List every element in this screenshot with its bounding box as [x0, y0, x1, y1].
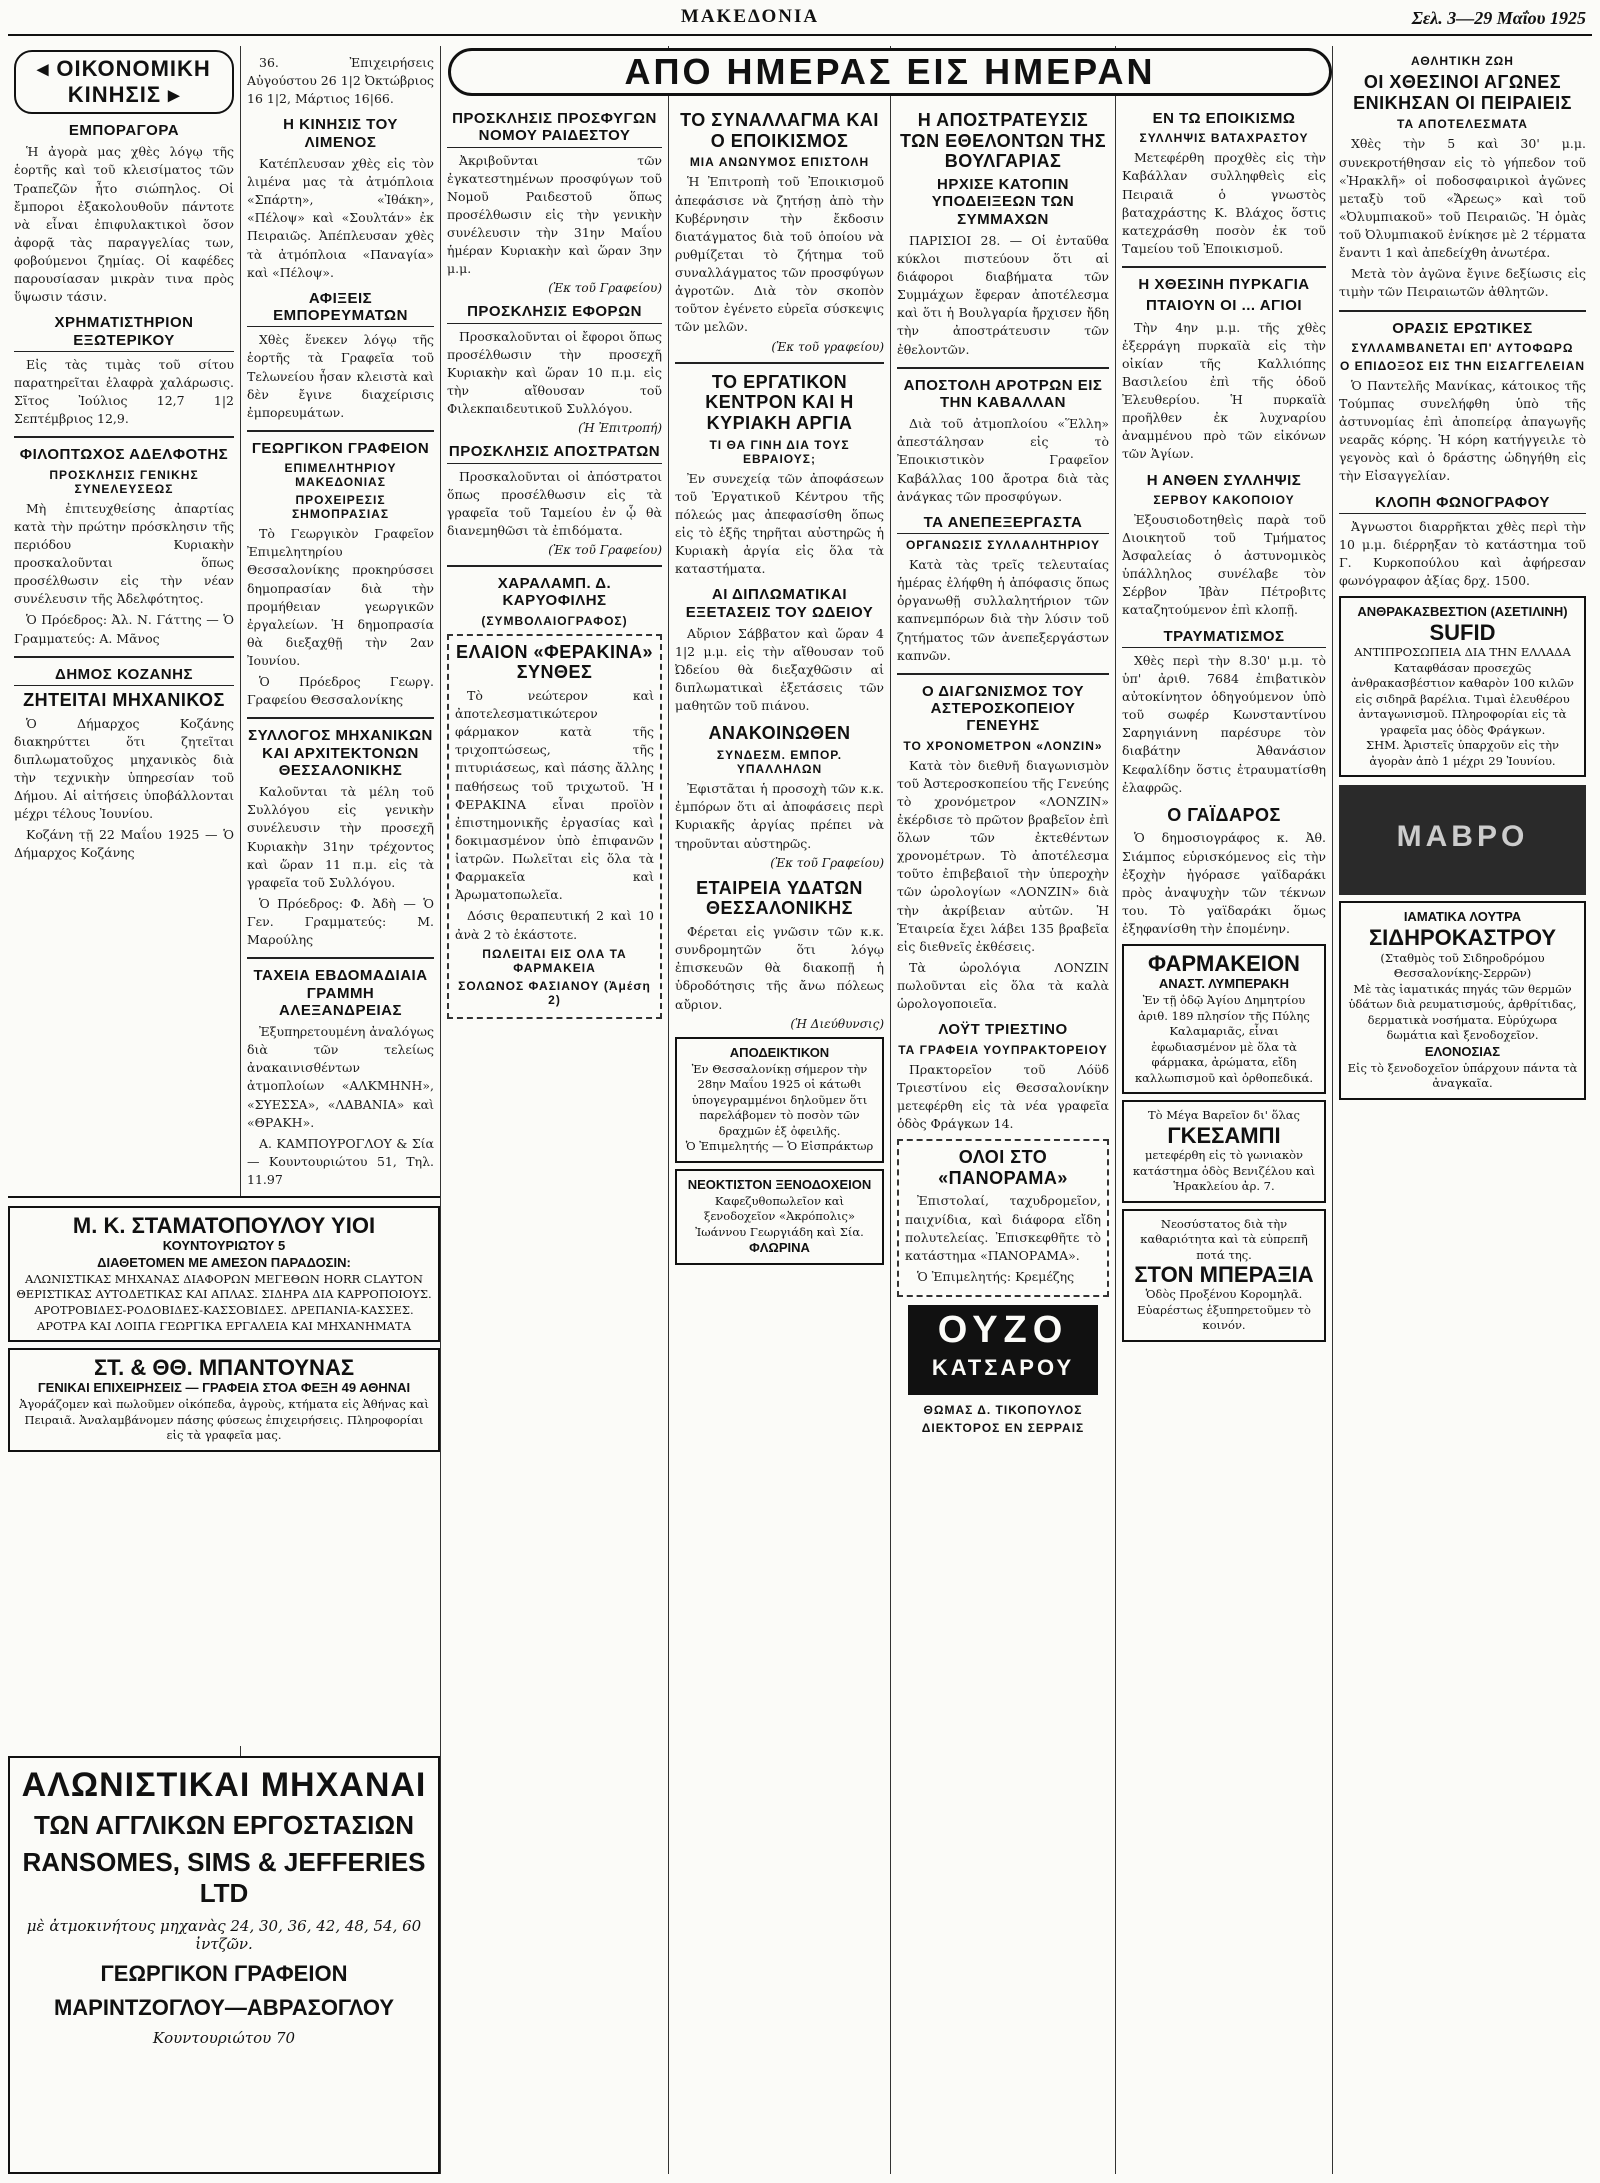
- ouzo-distributor: ΘΩΜΑΣ Δ. ΤΙΚΟΠΟΥΛΟΣ: [923, 1403, 1083, 1418]
- article-subhead-2: Ο ΕΠΙΔΟΞΟΣ ΕΙΣ ΤΗΝ ΕΙΣΑΓΓΕΛΕΙΑΝ: [1339, 358, 1586, 373]
- article-body: Ὁ δημοσιογράφος κ. Ἀθ. Σιάμπος εὑρισκόμενος εἰς τὴν ἐξοχὴν ἠγόρασε γαϊδαράκι πρὸς ἀναψυχὴν τῶν τέκνων του. Τὸ γαϊδαράκι ὅμως ἐξηφανίσθη τὴν ἐπομένην.: [1122, 830, 1326, 937]
- article-subhead: ΣΕΡΒΟΥ ΚΑΚΟΠΟΙΟΥ: [1153, 492, 1295, 507]
- advert-subhead: ΓΕΝΙΚΑΙ ΕΠΙΧΕΙΡΗΣΕΙΣ — ΓΡΑΦΕΙΑ ΣΤΟΑ ΦΕΞΗ 49 ΑΘΗΝΑΙ: [37, 1380, 411, 1396]
- receipt-notice: [675, 1037, 884, 1163]
- pharmacy-advert: [1122, 944, 1326, 1094]
- observatory-article: [897, 683, 1109, 1014]
- port-article: [247, 116, 434, 281]
- notice-body: Μὴ ἐπιτευχθείσης ἀπαρτίας κατὰ τὴν πρώτην πρόσκλησιν τῆς περιόδου Κυριακὴν προσκαλοῦνται ὅπως προσέλθωσιν εἰς τὴν νέαν συνέλευσιν τῆς Ἀδελφότητος. Ὁ Πρόεδρος: Ἀλ. Ν. Γάττης — Ὁ Γραμματεύς: Α. Μᾶνος: [14, 500, 234, 646]
- advert-note: ΣΗΜ. Ἀριστεῖς ὑπαρχοῦν εἰς τὴν ἀγορὰν ἀπὸ 1 μέχρι 29 Ἰουνίου.: [1365, 738, 1559, 768]
- announcement: [675, 723, 884, 869]
- article-body: Αὔριον Σάββατον καὶ ὥραν 4 1|2 μ.μ. εἰς τὴν αἴθουσαν τοῦ Ὠδείου θὰ διεξαχθῶσιν αἱ διπλωματικαὶ ἐξετάσεις τῶν μαθητῶν τοῦ πιάνου.: [675, 625, 884, 714]
- article-headline: ΤΑ ΑΝΕΠΕΞΕΡΓΑΣΤΑ: [897, 514, 1109, 534]
- sports-article: [1339, 54, 1586, 302]
- notice-headline: ΠΡΟΣΚΛΗΣΙΣ ΠΡΟΣΦΥΓΩΝ ΝΟΜΟΥ ΡΑΙΔΕΣΤΟΥ: [447, 110, 662, 148]
- exchange-settlement-article: [675, 110, 884, 354]
- filoptoxos-notice: [14, 446, 234, 647]
- alexandria-line-notice: [247, 967, 434, 1189]
- arrivals-article: [247, 290, 434, 422]
- article-body: Χθὲς ἕνεκεν λόγῳ τῆς ἑορτῆς τὰ Γραφεῖα τοῦ Τελωνείου ἦσαν κλειστὰ καὶ δὲν ἔγινε διαχείρισις ἐμπορευμάτων.: [247, 332, 434, 420]
- notice-signature: Ὁ Ἐπιμελητής — Ὁ Εἰσπράκτωρ: [685, 1139, 874, 1154]
- notice-headline: ΕΤΑΙΡΕΙΑ ΥΔΑΤΩΝ ΘΕΣΣΑΛΟΝΙΚΗΣ: [696, 877, 863, 919]
- article-headline: ΤΟ ΕΡΓΑΤΙΚΟΝ ΚΕΝΤΡΟΝ ΚΑΙ Η ΚΥΡΙΑΚΗ ΑΡΓΙΑ: [705, 371, 854, 433]
- banner-ornament-left: ◂: [37, 56, 57, 81]
- notice-body: Τὸ Γεωργικὸν Γραφεῖον Ἐπιμελητηρίου Θεσσαλονίκης προκηρύσσει δημοπρασίαν διὰ τὴν προμήθειαν γεωργικῶν ἐργαλείων. Ἡ δημοπρασία θὰ διεξαχθῇ τὴν 2αν Ἰουνίου. Ὁ Πρόεδρος Γεωργ. Γραφείου Θεσσαλονίκης: [247, 526, 434, 708]
- advert-body: Καφεζυθοπωλεῖον καὶ ξενοδοχεῖον «Ἀκρόπολις» Ἰωάννου Γεωργιάδη καὶ Σία.: [695, 1193, 864, 1239]
- ouzo-brand: ΚΑΤΣΑΡΟΥ: [931, 1355, 1075, 1381]
- article-headline: Η ΑΠΟΣΤΡΑΤΕΥΣΙΣ ΤΩΝ ΕΘΕΛΟΝΤΩΝ ΤΗΣ ΒΟΥΛΓΑΡΙΑΣ: [899, 110, 1107, 172]
- advert-body: ΑΛΩΝΙΣΤΙΚΑΣ ΜΗΧΑΝΑΣ ΔΙΑΦΟΡΩΝ ΜΕΓΕΘΩΝ ΗΟRR CLAYTON ΘΕΡΙΣΤΙΚΑΣ ΑΥΤΟΔΕΤΙΚΑΣ ΚΑΙ ΑΠΛΑΣ. ΣΙΔΗΡΑ ΔΙΑ ΚΑΡΡΟΠΟΙΟΥΣ. ΑΡΟΤΡΟΒΙΔΕΣ-ΡΟΔΟΒΙΔΕΣ-ΚΑΣΣΟΒΙΔΕΣ. ΔΡΕΠΑΝΙΑ-ΚΑΣΣΕΣ. ΑΡΟΤΡΑ ΚΑΙ ΛΟΙΠΑ ΓΕΩΡΓΙΚΑ ΕΡΓΑΛΕΙΑ ΚΑΙ ΜΗΧΑΝΗΜΑΤΑ: [16, 1271, 432, 1333]
- article-body: Ἐφιστᾶται ἡ προσοχὴ τῶν κ.κ. ἐμπόρων ὅτι αἱ ἀποφάσεις περὶ Κυριακῆς ἀργίας πρέπει νὰ τηροῦνται αὐστηρῶς.: [675, 781, 884, 851]
- column-5: [890, 46, 1115, 2174]
- notice-source: (Ἐκ τοῦ Γραφείου): [548, 281, 662, 296]
- notice-headline: ΣΥΛΛΟΓΟΣ ΜΗΧΑΝΙΚΩΝ ΚΑΙ ΑΡΧΙΤΕΚΤΟΝΩΝ ΘΕΣΣΑΛΟΝΙΚΗΣ: [248, 727, 433, 779]
- advert-subhead: (Σταθμὸς τοῦ Σιδηροδρόμου Θεσσαλονίκης-Σερρῶν): [1380, 950, 1545, 981]
- advert-body: Τὸ νεώτερον καὶ ἀποτελεσματικώτερον φάρμακον κατὰ τῆς τριχοπτώσεως, τῆς πιτυριάσεως, καὶ πάσης ἄλλης παθήσεως τοῦ τριχωτοῦ. Ἡ ΦΕΡΑΚΙΝΑ εἶναι προϊὸν ἐπιστημονικῆς ἐργασίας καὶ δοκιμασμένον ὑπὸ ἐπιφανῶν ἰατρῶν. Πωλεῖται εἰς ὅλα τὰ Φαρμακεῖα καὶ Ἀρωματοπωλεῖα. Δόσις θεραπευτική 2 καὶ 10 ἀνὰ 2 τὸ ἑκάστοτε.: [455, 687, 654, 942]
- lower-left-ads: [8, 1196, 440, 1746]
- advert-body: μετεφέρθη εἰς τὸ γωνιακὸν κατάστημα ὁδὸς Βενιζέλου καὶ Ἡρακλείου ἀρ. 7.: [1132, 1148, 1316, 1194]
- threshing-machines-advert: [8, 1756, 440, 2174]
- column-6: [1115, 46, 1332, 2174]
- article-body: Ὁ Παντελῆς Μανίκας, κάτοικος τῆς Τούμπας συνελήφθη ὑπὸ τῆς ἀστυνομίας ἐπὶ ἀποπείρᾳ ἀπαγωγῆς νεαρᾶς κόρης. Ἡ κόρη κατήγγειλε τὸ γεγονὸς καὶ ὁ δράστης ὡδηγήθη εἰς τὴν Εἰσαγγελίαν.: [1339, 377, 1586, 484]
- advert-headline: ΝΕΟΚΤΙΣΤΟΝ ΞΕΝΟΔΟΧΕΙΟΝ: [687, 1176, 872, 1192]
- advert-body: μὲ ἀτμοκινήτους μηχανὰς 24, 30, 36, 42, 48, 54, 60 ἰντζῶν.: [26, 1916, 422, 1953]
- notice-subhead: ΠΡΟΣΚΛΗΣΙΣ ΓΕΝΙΚΗΣ ΣΥΝΕΛΕΥΣΕΩΣ: [49, 467, 199, 496]
- article-body: Ἀγνωστοι διαρρῆκται χθὲς περὶ τὴν 10 μ.μ. διέρρηξαν τὸ κατάστημα τοῦ Γ. Κυρκοπούλου καὶ ἀφήρεσαν φωνόγραφον ἀξίας δρχ. 1500.: [1339, 518, 1586, 589]
- lloyd-notice: [897, 1021, 1109, 1133]
- newspaper-page: [8, 46, 1592, 2176]
- notice-body: Πρακτορεῖον τοῦ Λόϋδ Τριεστίνου εἰς Θεσσαλονίκην μετεφέρθη εἰς τὰ νέα γραφεῖα ὁδὸς Φράγκων 14.: [897, 1061, 1109, 1131]
- advert-firm: ΜΑΡΙΝΤΖΟΓΛΟΥ—ΑΒΡΑΣΟΓΛΟΥ: [53, 1994, 395, 2020]
- article-headline: ΑΝΑΚΟΙΝΩΘΕΝ: [708, 723, 851, 744]
- advert-body: Ἐν τῇ ὁδῷ Ἀγίου Δημητρίου ἀριθ. 189 πλησίον τῆς Πύλης Καλαμαριᾶς, εἶναι ἐφωδιασμένον μὲ ὅλα τὰ φάρμακα, ἀρώματα, εἴδη καλλωπισμοῦ καὶ ὀρθοπεδικά.: [1134, 993, 1314, 1085]
- article-body: Ἡ Ἐπιτροπὴ τοῦ Ἐποικισμοῦ ἀπεφάσισε νὰ ζητήσῃ ἀπὸ τὴν Κυβέρνησιν τὴν ἔκδοσιν διατάγματος διὰ τοῦ ὁποίου νὰ ρυθμίζεται τὸ ζήτημα τοῦ συναλλάγματος τῶν προσφύγων ἀγροτῶν. Διὰ τὸν σκοπὸν τοῦτον ἐγένετο εὐρεῖα σύσκεψις τῶν μελῶν.: [675, 174, 884, 335]
- article-source: (Ἐκ τοῦ γραφείου): [771, 339, 884, 354]
- notice-source: (Ἐκ τοῦ Γραφείου): [548, 543, 662, 557]
- article-subhead: ΠΤΑΙΟΥΝ ΟΙ ... ΑΓΙΟΙ: [1145, 297, 1303, 315]
- economy-banner: ◂ ΟΙΚΟΝΟΜΙΚΗ ΚΙΝΗΣΙΣ ▸: [14, 50, 234, 114]
- article-headline: ΤΡΑΥΜΑΤΙΣΜΟΣ: [1122, 628, 1326, 648]
- ephors-notice: [447, 303, 662, 435]
- advert-line: Τὸ Μέγα Βαρεῖον δι' ὅλας: [1148, 1108, 1300, 1123]
- gkesampi-advert: [1122, 1100, 1326, 1202]
- advert-headline: ΕΛΑΙΟΝ «ΦΕΡΑΚΙΝΑ» ΣΥΝΘΕΣ: [456, 641, 653, 683]
- hotel-advert: [675, 1169, 884, 1265]
- banner-ornament-right: ▸: [161, 82, 181, 107]
- notice-body: Ἀκριβοῦνται τῶν ἐγκατεστημένων προσφύγων τοῦ Νομοῦ Ραιδεστοῦ ὅπως προσέλθωσιν εἰς τὴν γενικὴν συνέλευσιν τὴν 31ην Μαΐου ἡμέραν Κυριακὴν καὶ ὥραν 3ην μ.μ.: [447, 152, 662, 277]
- article-body: Ἐν συνεχείᾳ τῶν ἀποφάσεων τοῦ Ἐργατικοῦ Κέντρου τῆς πόλεώς μας ἀπεφασίσθη ὅπως εἰς τὸ ἑξῆς τηρῆται αὐστηρῶς ἡ Κυριακὴ ἀργία εἰς ὅλα τὰ καταστήματα.: [675, 470, 884, 577]
- notice-body: Προσκαλοῦνται οἱ ἔφοροι ὅπως προσέλθωσιν τὴν προσεχῆ Κυριακὴν καὶ ὥραν 10 π.μ. εἰς τὴν αἴθουσαν τοῦ Φιλεκπαιδευτικοῦ Συλλόγου.: [447, 328, 662, 417]
- article-subhead: ΤΟ ΧΡΟΝΟΜΕΤΡΟΝ «ΛΟΝΖΙΝ»: [903, 738, 1103, 753]
- conservatory-article: [675, 586, 884, 715]
- notice-source: (Ἡ Ἐπιτροπή): [578, 421, 662, 436]
- advert-place: ΦΛΩΡΙΝΑ: [749, 1240, 810, 1256]
- issue-date: Σελ. 3—29 Μαΐου 1925: [1411, 8, 1586, 28]
- notice-headline: ΦΙΛΟΠΤΩΧΟΣ ΑΔΕΛΦΟΤΗΣ: [19, 446, 229, 464]
- settlement-article: [1122, 110, 1326, 258]
- advert-subhead: ΤΩΝ ΑΓΓΛΙΚΩΝ ΕΡΓΟΣΤΑΣΙΩΝ: [34, 1809, 414, 1840]
- ouzo-distributor-place: ΔΙΕΚΤΟΡΟΣ ΕΝ ΣΕΡΡΑΙΣ: [921, 1421, 1085, 1436]
- article-headline: ΧΡΗΜΑΤΙΣΤΗΡΙΟΝ ΕΞΩΤΕΡΙΚΟΥ: [14, 314, 234, 352]
- article-body: Κατὰ τὰς τρεῖς τελευταίας ἡμέρας ἐλήφθη ἡ ἀπόφασις ὅπως ὀργανωθῇ συλλαλητήριον τῶν καπνεμπόρων διὰ τὴν λύσιν τοῦ ζητήματος τῶν ἀνεπεξεργάστων καπνῶν.: [897, 557, 1109, 663]
- date-line: 36. Ἐπιχειρήσεις Αὐγούστου 26 1|2 Ὀκτώβριος 16 1|2, Μάρτιος 16|66.: [247, 55, 434, 107]
- paper-name: ΜΑΚΕΔΟΝΙΑ: [680, 6, 820, 27]
- advert-footer: Εἰς τὸ ξενοδοχεῖον ὑπάρχουν πάντα τὰ ἀναγκαῖα.: [1347, 1060, 1578, 1091]
- article-body: Διὰ τοῦ ἀτμοπλοίου «Ἕλλη» ἀπεστάλησαν εἰς τὸ Ἐποικιστικὸν Γραφεῖον Καβάλλας 100 ἄροτρα διὰ τὰς ἀνάγκας τῶν προσφύγων.: [897, 416, 1109, 504]
- notice-subhead: ΤΑ ΓΡΑΦΕΙΑ ΥΟΥΠΡΑΚΤΟΡΕΙΟΥ: [898, 1042, 1108, 1057]
- advert-line: Νεοσύστατος διὰ τὴν καθαριότητα καὶ τὰ εὐπρεπῆ ποτά της.: [1140, 1216, 1308, 1262]
- advert-headline: ΓΚΕΣΑΜΠΙ: [1167, 1122, 1281, 1148]
- ferakina-advert: [447, 634, 662, 1019]
- engineers-notice: [247, 727, 434, 949]
- notice-body: Καλοῦνται τὰ μέλη τοῦ Συλλόγου εἰς γενικὴν συνέλευσιν τὴν προσεχῆ Κυριακὴν 31ην τρέχοντος καὶ ὥραν 11 π.μ. εἰς τὰ γραφεῖα τοῦ Συλλόγου. Ὁ Πρόεδρος: Φ. Ἀδὴ — Ὁ Γεν. Γραμματεύς: Μ. Μαρούλης: [247, 784, 434, 948]
- advert-headline: ΑΛΩΝΙΣΤΙΚΑΙ ΜΗΧΑΝΑΙ: [21, 1766, 427, 1804]
- notice-body: Ὁ Δήμαρχος Κοζάνης διακηρύττει ὅτι ζητεῖται διπλωματοῦχος μηχανικὸς διὰ τὴν τεχνικὴν ὑπηρεσίαν τοῦ Δήμου. Αἱ αἰτήσεις ὑποβάλλονται μέχρι τέλους Ἰουνίου. Κοζάνη τῇ 22 Μαΐου 1925 — Ὁ Δήμαρχος Κοζάνης: [14, 715, 234, 861]
- notice-subhead: ΕΠΙΜΕΛΗΤΗΡΙΟΥ ΜΑΚΕΔΟΝΙΑΣ: [284, 461, 397, 490]
- article-body: Τὴν 4ην μ.μ. τῆς χθὲς ἐξερράγη πυρκαϊὰ εἰς τὴν οἰκίαν τῆς Καλλιόπης Βασιλείου ἐπὶ τῆς ὁδοῦ Ἐλευθερίου. Ἡ πυρκαϊὰ προῆλθεν ἐκ λυχναρίου ἀναμμένου πρὸ τῶν εἰκόνων τῶν Ἁγίων.: [1122, 319, 1326, 462]
- advert-title: ΣΙΔΗΡΟΚΑΣΤΡΟΥ: [1368, 925, 1557, 951]
- ploughs-article: [897, 377, 1109, 506]
- notice-headline: ΠΡΟΣΚΛΗΣΙΣ ΕΦΟΡΩΝ: [447, 303, 662, 323]
- labour-centre-article: [675, 372, 884, 579]
- notice-headline: ΓΕΩΡΓΙΚΟΝ ΓΡΑΦΕΙΟΝ: [251, 439, 430, 457]
- top-rule: [8, 34, 1592, 36]
- notice-subhead: ΖΗΤΕΙΤΑΙ ΜΗΧΑΝΙΚΟΣ: [23, 689, 225, 710]
- advert-brand: SUFID: [1429, 620, 1496, 646]
- advert-headline: ΦΑΡΜΑΚΕΙΟΝ: [1148, 951, 1300, 977]
- refugees-notice: [447, 110, 662, 295]
- notice-subhead-2: ΠΡΟΧΕΙΡΕΣΙΣ ΣΗΜΟΠΡΑΣΙΑΣ: [291, 493, 390, 522]
- article-body: ΠΑΡΙΣΙΟΙ 28. — Οἱ ἐνταῦθα κύκλοι πιστεύουν ὅτι αἱ διάφοροι διαβήματα τῶν Συμμάχων ἔφεραν ἀποτέλεσμα καὶ ὅτι ἡ Βουλγαρία ἤρχισεν ἤδη τὴν ἀποστράτευσιν τῶν ἐθελοντῶν.: [897, 232, 1109, 357]
- tobacco-article: [897, 514, 1109, 665]
- article-headline: ΕΜΠΟΡΑΓΟΡΑ: [68, 122, 180, 139]
- advert-body: Καταφθάσαν προσεχῶς ἀνθρακασβέστιον καθαρὸν 100 κιλῶν εἰς σιδηρᾶ βαρέλια. Τιμαὶ ἐλευθέρου ἀνταγωνισμοῦ. Πληροφορίαι εἰς τὰ γραφεῖα μας ὁδὸς Φράγκων.: [1351, 660, 1574, 737]
- arrest-article: [1122, 472, 1326, 620]
- advert-address: Κουντουριώτου 70: [152, 2028, 296, 2047]
- notice-body: Προσκαλοῦνται οἱ ἀπόστρατοι ὅπως προσέλθωσιν εἰς τὰ γραφεῖα τοῦ Ταμείου ἐν ᾧ θὰ διανεμηθῶσι τὰ ἐπιδόματα.: [447, 468, 662, 538]
- notice-body: Ἐν Θεσσαλονίκῃ σήμερον τὴν 28ην Μαΐου 1925 οἱ κάτωθι ὑπογεγραμμένοι δηλοῦμεν ὅτι παρελάβομεν τὸ ποσὸν τῶν δραχμῶν ἐξ ὀφειλῆς.: [691, 1061, 868, 1138]
- article-headline: ΤΟ ΣΥΝΑΛΛΑΓΜΑ ΚΑΙ Ο ΕΠΟΙΚΙΣΜΟΣ: [680, 110, 879, 151]
- advert-line: ΔΙΑΘΕΤΟΜΕΝ ΜΕ ΑΜΕΣΟΝ ΠΑΡΑΔΟΣΙΝ:: [97, 1255, 351, 1271]
- advert-subhead: ΑΝΑΣΤ. ΛΥΜΠΕΡΑΚΗ: [1158, 976, 1290, 992]
- column-4: [668, 46, 890, 2174]
- beer-hall-advert: [1122, 1209, 1326, 1342]
- advert-brand: RANSOMES, SIMS & JEFFERIES LTD: [22, 1846, 426, 1908]
- article-subhead: ΤΙ ΘΑ ΓΙΝΗ ΔΙΑ ΤΟΥΣ ΕΒΡΑΙΟΥΣ;: [709, 437, 850, 466]
- notice-headline: ΧΑΡΑΛΑΜΠ. Δ. ΚΑΡΥΟΦΙΛΗΣ: [497, 575, 612, 610]
- advert-body: Ὁδὸς Προξένου Κορομηλᾶ. Εὐαρέστως ἐξυπηρετοῦμεν τὸ κοινόν.: [1137, 1287, 1311, 1333]
- bulgaria-article: [897, 110, 1109, 359]
- article-body: Μετεφέρθη προχθὲς εἰς τὴν Καβάλλαν συλληφθεὶς εἰς Πειραιᾶ ὁ γνωστὸς βαταχράστης Κ. Βλάχος ὅστις κατεχράσθη ποσὸν ἐκ τοῦ Ταμείου τοῦ Ἐποικισμοῦ.: [1122, 150, 1326, 256]
- article-source: (Ἐκ τοῦ Γραφείου): [770, 855, 884, 870]
- advert-subhead: ΑΝΤΙΠΡΟΣΩΠΕΙΑ ΔΙΑ ΤΗΝ ΕΛΛΑΔΑ: [1354, 645, 1571, 660]
- column-3: [440, 46, 668, 2174]
- advert-headline: ΟΛΟΙ ΣΤΟ «ΠΑΝΟΡΑΜΑ»: [938, 1147, 1068, 1188]
- article-headline: ΑΙ ΔΙΠΛΩΜΑΤΙΚΑΙ ΕΞΕΤΑΣΕΙΣ ΤΟΥ ΩΔΕΙΟΥ: [685, 586, 874, 621]
- stamatopoulos-advert: [8, 1206, 440, 1342]
- article-body: Κατὰ τὸν διεθνῆ διαγωνισμὸν τοῦ Ἀστεροσκοπείου τῆς Γενεύης τὸ χρονόμετρον «ΛΟΝΖΙΝ» ἐκέρδισε τὸ πρῶτον βραβεῖον ἐπὶ ὅλων τῶν ἐκτεθέντων χρονομέτρων. Τὸ ἀποτέλεσμα τοῦτο ἐπιβεβαιοῖ τὴν ὑπεροχὴν τῶν ὡρολογίων «ΛΟΝΖΙΝ» διὰ τὴν ἀκρίβειαν αὐτῶν. Ἡ Ἑταιρεία ἔχει λάβει 135 βραβεῖα εἰς διεθνεῖς ἐκθέσεις. Τὰ ὡρολόγια ΛΟΝΖΙΝ πωλοῦνται εἰς ὅλα τὰ καλὰ ὡρολογοποιεῖα.: [897, 757, 1109, 1012]
- notice-headline: ΛΟΫΤ ΤΡΙΕΣΤΙΝΟ: [938, 1021, 1068, 1039]
- article-headline: ΚΛΟΠΗ ΦΩΝΟΓΡΑΦΟΥ: [1339, 494, 1586, 514]
- article-body: Εἰς τὰς τιμὰς τοῦ σίτου παρατηρεῖται ἐλαφρὰ χαλάρωσις. Σῖτος Ἰούλιος 12,7 1|2 Σεπτέμβριος 12,9.: [14, 356, 234, 427]
- advert-headline: Μ. Κ. ΣΤΑΜΑΤΟΠΟΥΛΟΥ ΥΙΟΙ: [72, 1213, 376, 1238]
- article-headline: ΑΦΙΞΕΙΣ ΕΜΠΟΡΕΥΜΑΤΩΝ: [247, 290, 434, 328]
- advert-signature: ΕΛΟΝΟΣΙΑΣ: [1424, 1043, 1501, 1059]
- romance-article: [1339, 320, 1586, 486]
- advert-signature: ΣΟΛΩΝΟΣ ΦΑΣΙΑΝΟΥ (Ἀμέση 2): [458, 978, 651, 1007]
- column-7: [1332, 46, 1592, 2174]
- article-headline: ΟΡΑΣΙΣ ΕΡΩΤΙΚΕΣ: [1392, 319, 1533, 337]
- article-subhead: ΣΥΛΛΗΨΙΣ ΒΑΤΑΧΡΑΣΤΟΥ: [1139, 131, 1309, 146]
- article-headline: Η ΚΙΝΗΣΙΣ ΤΟΥ ΛΙΜΕΝΟΣ: [283, 116, 398, 151]
- article-headline: ΕΝ ΤΩ ΕΠΟΙΚΙΣΜΩ: [1152, 110, 1296, 127]
- notice-headline: ΔΗΜΟΣ ΚΟΖΑΝΗΣ: [14, 666, 234, 686]
- advert-headline: ΣΤΟΝ ΜΠΕΡΑΞΙΑ: [1134, 1262, 1314, 1288]
- main-banner: ΑΠΟ ΗΜΕΡΑΣ ΕΙΣ ΗΜΕΡΑΝ: [448, 48, 1332, 96]
- kozani-notice: [14, 666, 234, 863]
- dark-advert-block: ΜΑΒΡΟ: [1339, 785, 1586, 895]
- donkey-article: [1122, 805, 1326, 938]
- advert-headline: ΑΝΘΡΑΚΑΣΒΕΣΤΙΟΝ (ΑΣΕΤΙΛΙΝΗ): [1357, 604, 1568, 620]
- article-headline: Ο ΔΙΑΓΩΝΙΣΜΟΣ ΤΟΥ ΑΣΤΕΡΟΣΚΟΠΕΙΟΥ ΓΕΝΕΥΗΣ: [921, 682, 1085, 735]
- panorama-advert: [897, 1139, 1109, 1297]
- ouzo-title: ΟΥΖΟ: [937, 1309, 1069, 1352]
- article-body: Ἐξουσιοδοτηθεὶς παρὰ τοῦ Διοικητοῦ τοῦ Τμήματος Ἀσφαλείας ὁ ἀστυνομικὸς ὑπάλληλος συνέλαβε τὸν Σέρβον Ἰβὰν Πέτροβιτς καταζητούμενον ἐπὶ κλοπῇ.: [1122, 511, 1326, 618]
- section-label: ΑΘΛΗΤΙΚΗ ΖΩΗ: [1411, 54, 1514, 68]
- fire-article: [1122, 276, 1326, 464]
- article-body: Ἡ ἀγορὰ μας χθὲς λόγῳ τῆς ἑορτῆς καὶ τοῦ κλεισίματος τῶν Τραπεζῶν ἦτο σιώπηλος. Οἱ ἔμποροι ἐξακολουθοῦν πάντοτε νὰ εἶναι ἐπιφυλακτικοὶ ὅσον ἀφορᾷ τὰς παραγγελίας των, φοβούμενοι ζημίας. Οἱ καφέδες παρουσίασαν μικρὰν τινα πρὸς ὕψωσιν τάσιν.: [14, 144, 234, 305]
- notice-subhead: (ΣΥΜΒΟΛΑΙΟΓΡΑΦΟΣ): [481, 613, 628, 628]
- article-subhead: ΟΡΓΑΝΩΣΙΣ ΣΥΛΛΑΛΗΤΗΡΙΟΥ: [905, 538, 1101, 553]
- notice-source: (Ἡ Διεύθυνσις): [790, 1016, 884, 1031]
- article-headline: Η ΧΘΕΣΙΝΗ ΠΥΡΚΑΓΙΑ: [1138, 276, 1310, 293]
- theft-article: [1339, 494, 1586, 591]
- baths-advert: [1339, 901, 1586, 1099]
- notary-notice: [447, 575, 662, 628]
- article-subhead: ΤΑ ΑΠΟΤΕΛΕΣΜΑΤΑ: [1397, 117, 1528, 132]
- article-body: Χθὲς περὶ τὴν 8.30' μ.μ. τὸ ὑπ' ἀριθ. 7684 ἐπιβατικὸν αὐτοκίνητον ὁδηγούμενον ὑπὸ τοῦ σωφέρ Κωνσταντίνου Σαρηγιάννη παρέσυρε τὸν διαβάτην Ἀθανάσιον Κεφαλίδην ὅστις ἐτραυματίσθη ἐλαφρῶς.: [1122, 652, 1326, 795]
- exchange-article: [14, 314, 234, 428]
- article-body: Κατέπλευσαν χθὲς εἰς τὸν λιμένα μας τὰ ἀτμόπλοια «Σπάρτη», «Ἰθάκη», «Πέλοψ» καὶ «Σουλτάν» ἐκ Πειραιῶς. Ἀπέπλευσαν χθὲς τὰ ἀτμόπλοια «Παναγία» καὶ «Πέλοψ».: [247, 155, 434, 280]
- article-headline: ΟΙ ΧΘΕΣΙΝΟΙ ΑΓΩΝΕΣ ΕΝΙΚΗΣΑΝ ΟΙ ΠΕΙΡΑΙΕΙΣ: [1353, 72, 1572, 113]
- article-subhead: ΣΥΛΛΑΜΒΑΝΕΤΑΙ ΕΠ' ΑΥΤΟΦΩΡΩ: [1351, 340, 1574, 355]
- article-headline: Ο ΓΑΪΔΑΡΟΣ: [1167, 804, 1281, 825]
- article-headline: Η ΑΝΘΕΝ ΣΥΛΛΗΨΙΣ: [1146, 471, 1302, 489]
- advert-office: ΓΕΩΡΓΙΚΟΝ ΓΡΑΦΕΙΟΝ: [100, 1960, 348, 1986]
- article-subhead: ΗΡΧΙΣΕ ΚΑΤΟΠΙΝ ΥΠΟΔΕΙΞΕΩΝ ΤΩΝ ΣΥΜΜΑΧΩΝ: [931, 176, 1075, 228]
- agri-office-notice: [247, 440, 434, 710]
- notice-body: Ἐξυπηρετουμένη ἀναλόγως διὰ τῶν τελείως ἀνακαινισθέντων ἀτμοπλοίων «ΑΛΚΜΗΝΗ», «ΣΥΕΣΣΑ», «ΛΑΒΑΝΙΑ» καὶ «ΘΡΑΚΗ». Α. ΚΑΜΠΟΥΡΟΓΛΟΥ & Σία — Κουντουριώτου 51, Τηλ. 11.97: [247, 1024, 434, 1187]
- advert-body: Μὲ τὰς ἰαματικάς πηγάς τῶν θερμῶν ὑδάτων διὰ ρευματισμούς, ἀρθρίτιδας, δερματικὰ νοσήματα. Εὐρύχωρα δωμάτια καὶ ξενοδοχεῖον.: [1348, 981, 1577, 1043]
- notice-headline: ΠΡΟΣΚΛΗΣΙΣ ΑΠΟΣΤΡΑΤΩΝ: [447, 443, 662, 463]
- article-headline: ΑΠΟΣΤΟΛΗ ΑΡΟΤΡΩΝ ΕΙΣ ΤΗΝ ΚΑΒΑΛΛΑΝ: [903, 376, 1103, 411]
- article-body: Χθὲς τὴν 5 καὶ 30' μ.μ. συνεκροτήθησαν εἰς τὸ γήπεδον τοῦ «Ἠρακλῆ» οἱ ποδοσφαιρικοὶ ἀγῶνες μεταξὺ τοῦ «Ἄρεως» καὶ τοῦ «Ὀλυμπιακοῦ» τοῦ Πειραιῶς. Ἡ ὁμὰς τοῦ Ὀλυμπιακοῦ ἐνίκησε μὲ 2 τέρματα ἔναντι 1 καὶ ἀπεδείχθη ἀνωτέρα. Μετὰ τὸν ἀγῶνα ἔγινε δεξίωσις εἰς τιμὴν τῶν Πειραιωτῶν ἀθλητῶν.: [1339, 136, 1586, 300]
- advert-headline: ΣΤ. & ΘΘ. ΜΠΑΝΤΟΥΝΑΣ: [93, 1355, 355, 1381]
- notice-headline: ΑΠΟΔΕΙΚΤΙΚΟΝ: [729, 1044, 830, 1060]
- retired-notice: [447, 443, 662, 557]
- notice-headline: ΤΑΧΕΙΑ ΕΒΔΟΜΑΔΙΑΙΑ ΓΡΑΜΜΗ ΑΛΕΞΑΝΔΡΕΙΑΣ: [253, 967, 428, 1019]
- carbide-advert: [1339, 596, 1586, 777]
- advert-footer: ΠΩΛΕΙΤΑΙ ΕΙΣ ΟΛΑ ΤΑ ΦΑΡΜΑΚΕΙΑ: [482, 946, 627, 975]
- ouzo-advert: [908, 1305, 1098, 1395]
- bantounas-advert: [8, 1348, 440, 1452]
- notice-body: Φέρεται εἰς γνῶσιν τῶν κ.κ. συνδρομητῶν ὅτι λόγῳ ἐπισκευῶν θὰ διακοπῇ ἡ ὑδροδότησις τῆς ἄνω πόλεως αὔριον.: [675, 924, 884, 1012]
- article-subhead: ΣΥΝΔΕΣΜ. ΕΜΠΟΡ. ΥΠΑΛΛΗΛΩΝ: [716, 748, 843, 777]
- water-company-notice: [675, 878, 884, 1031]
- injury-article: [1122, 628, 1326, 797]
- article-subhead: ΜΙΑ ΑΝΩΝΥΜΟΣ ΕΠΙΣΤΟΛΗ: [689, 155, 870, 170]
- advert-subhead: ΚΟΥΝΤΟΥΡΙΩΤΟΥ 5: [162, 1238, 286, 1254]
- advert-body: Ἀγοράζομεν καὶ πωλοῦμεν οἰκόπεδα, ἀγροὺς, κτήματα εἰς Ἀθήνας καὶ Πειραιᾶ. Ἀναλαμβάνομεν πάσης φύσεως ἐπιχειρήσεις. Πληροφορίαι εἰς τὰ γραφεῖα μας.: [19, 1397, 429, 1443]
- masthead: [0, 0, 1600, 50]
- advert-body: Ἐπιστολαί, ταχυδρομεῖον, παιχνίδια, καὶ διάφορα εἴδη πολυτελείας. Ἐπισκεφθῆτε τὸ κατάστημα «ΠΑΝΟΡΑΜΑ». Ὁ Ἐπιμελητής: Κρεμέζης: [905, 1193, 1101, 1284]
- advert-headline: ΙΑΜΑΤΙΚΑ ΛΟΥΤΡΑ: [1403, 909, 1522, 925]
- emporagora-article: [14, 122, 234, 306]
